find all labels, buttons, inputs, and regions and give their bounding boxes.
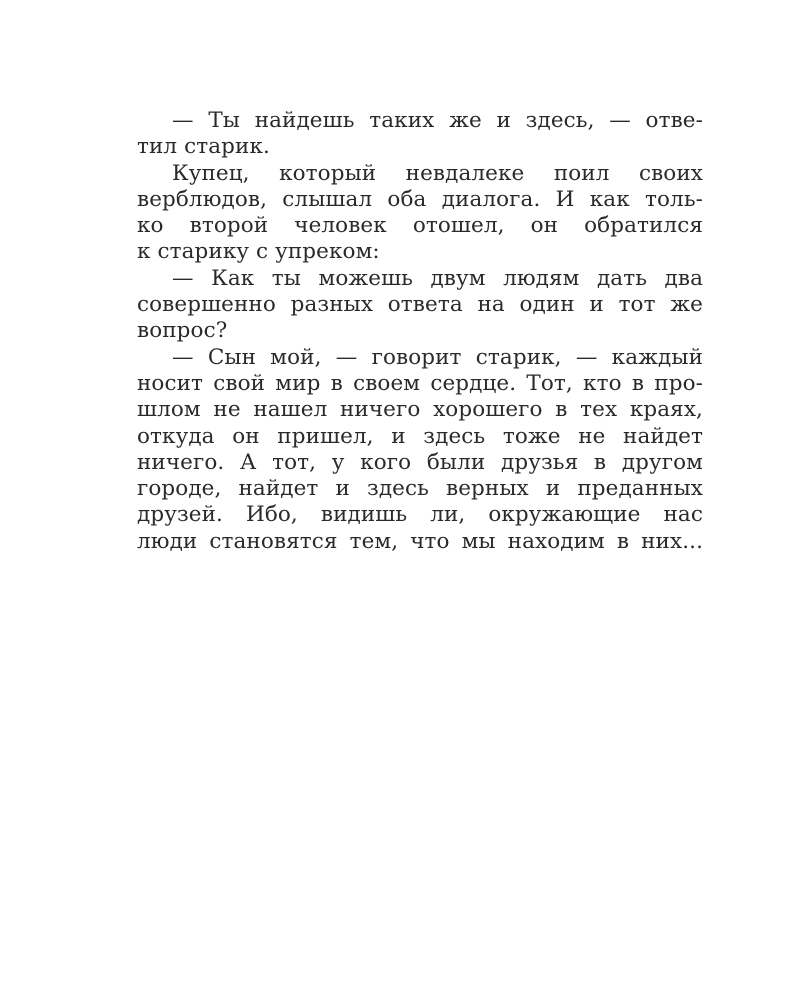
text-line: — Ты найдешь таких же и здесь, — отве- <box>172 108 703 133</box>
text-line: друзей. Ибо, видишь ли, окружающие нас <box>137 502 703 528</box>
text-line: — Сын мой, — говорит старик, — каждый <box>172 344 703 370</box>
text-line: совершенно разных ответа на один и тот же <box>137 292 703 318</box>
text-line: городе, найдет и здесь верных и преданных <box>137 476 703 502</box>
text-line: верблюдов, слышал оба диалога. И как толь- <box>137 186 703 212</box>
text-line: ко второй человек отошел, он обратился <box>137 213 703 239</box>
text-line: к старику с упреком: <box>137 239 380 265</box>
text-line: носит свой мир в своем сердце. Тот, кто в про- <box>137 370 703 396</box>
text-line: люди становятся тем, что мы находим в них... <box>137 528 703 554</box>
text-line: шлом не нашел ничего хорошего в тех краях, <box>137 397 703 423</box>
text-line: Купец, который невдалеке поил своих <box>172 160 703 186</box>
text-line: — Как ты можешь двум людям дать два <box>172 265 703 291</box>
text-line: тил старик. <box>137 134 270 160</box>
book-page-text-block <box>137 108 703 555</box>
text-line: вопрос? <box>137 318 228 344</box>
text-line: ничего. А тот, у кого были друзья в другом <box>137 449 703 475</box>
text-line: откуда он пришел, и здесь тоже не найдет <box>137 423 703 449</box>
